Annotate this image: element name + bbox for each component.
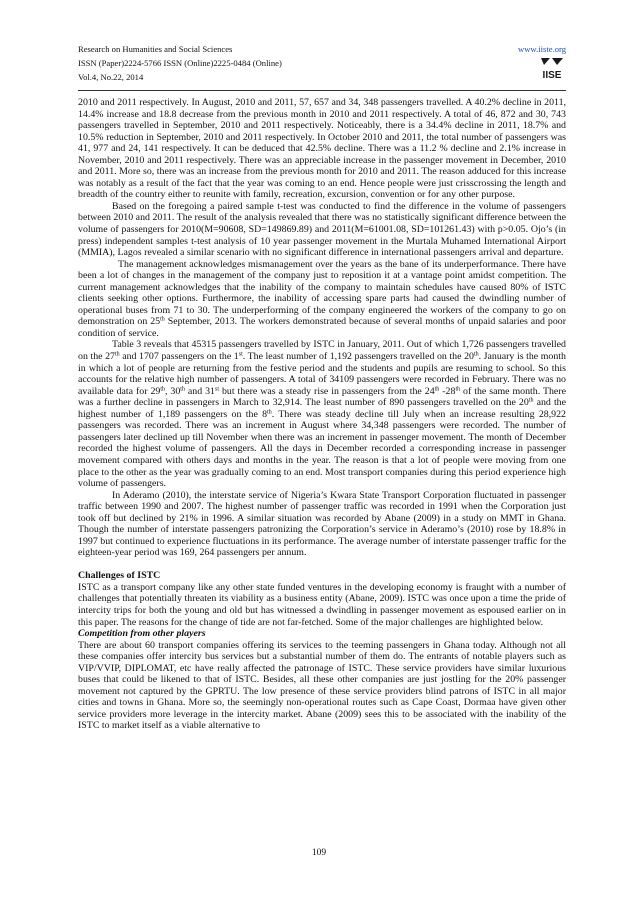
paragraph-6: ISTC as a transport company like any other state funded ventures in the developing economy is fraught with a number of challenges that potentially threaten its viability as a business entity (Abane, 2009). ISTC was once upon a time the pride of intercity trips for both the young and old but has witnessed a dwindling in passenger movement as espoused earlier on in this paper. The reasons for the change of tide are not far-fetched. Some of the major challenges are highlighted below. bbox=[78, 581, 566, 628]
text-run: , 30 bbox=[165, 385, 181, 397]
text-run: The management acknowledges mismanagement over the years as the bane of its underperformance. There have been a lot of changes in the management of the company just to reposition it at a vantage point amidst competition. The current management acknowledges that the inability of the company to maintain schedules have caused 80% of ISTC clients seeking other options. Furthermore, the inability of accessing spare parts had caused the dwindling number of operational buses from 71 to 30. The underperforming of the company engineered the workers of the company to go on demonstration on 25 bbox=[78, 258, 566, 328]
text-run: . There was steady decline till July when an increase resulting 28,922 passengers was recorded. There was an increment in August where 34,348 passengers were recorded. The number of passengers later declined up till November when there was an increment in passenger movement. The month of December recorded the highest volume of passengers. All the days in December recorded a corresponding increase in passenger movement compared with others days and months in the year. The reason is that a lot of people were moving from one place to the other as the year was gradually coming to an end. Most transport companies during this period experience high volume of passengers. bbox=[78, 408, 566, 490]
text-run: and 1707 passengers on the 1 bbox=[119, 351, 239, 363]
logo-text: IISE bbox=[542, 70, 562, 81]
paragraph-2: Based on the foregoing a paired sample t-test was conducted to find the difference in the volume of passengers between 2010 and 2011. The result of the analysis revealed that there was no statistically significant difference between the volume of passengers for 2010(M=90608, SD=149869.89) and 2011(M=61001.08, SD=101261.43) with p>0.05. Ojo’s (in press) independent samples t-test analysis of 10 year passenger movement in the Murtala Muhamed International Airport (MMIA), Lagos revealed a similar scenario with no significant difference in international passengers arrival and departure. bbox=[78, 200, 566, 259]
text-run: but there was a steady rise in passengers from the 24 bbox=[219, 385, 435, 397]
header-rule bbox=[78, 90, 566, 91]
text-run: -28 bbox=[439, 385, 456, 397]
superscript: th bbox=[267, 409, 272, 416]
page-header bbox=[78, 42, 566, 94]
article-body bbox=[78, 97, 566, 732]
superscript: st bbox=[215, 386, 220, 393]
volume-line: Vol.4, No.22, 2014 bbox=[78, 72, 144, 82]
superscript: th bbox=[160, 386, 165, 393]
paragraph-3 bbox=[78, 259, 566, 340]
subsection-heading: Competition from other players bbox=[78, 628, 206, 640]
superscript: th bbox=[455, 386, 461, 393]
paragraph-4 bbox=[78, 339, 566, 489]
paragraph-5: In Aderamo (2010), the interstate service of Nigeria’s Kwara State Transport Corporation fluctuated in passenger traffic between 1990 and 2007. The highest number of passenger traffic was recorded in 1991 when the Corporation just took off but declined by 21% in 1996. A similar situation was recorded by Abane (2009) in a study on MMT in Ghana. Though the number of interstate passengers patronizing the Corporation’s service in Aderamo’s (2010) rose by 18.8% in 1997 but continued to experience fluctuations in its performance. The average number of interstate passenger traffic for the eighteen-year period was 169, 264 passengers per annum. bbox=[78, 489, 566, 559]
paragraph-7: There are about 60 transport companies offering its services to the teeming passengers in Ghana today. Although not all these companies offer intercity bus services but a substantial number of them do. The entrants of notable players such as VIP/VVIP, DIPLOMAT, etc have really affected the patronage of ISTC. These service providers have similar luxurious buses that could be likened to that of ISTC. Besides, all these other companies are just jostling for the 20% passenger movement not captured by the GPRTU. The low presence of these service providers blind patrons of ISTC in all major cities and towns in Ghana. More so, the seemingly non-operational routes such as Cape Coast, Dormaa have given other service providers more leverage in the intercity market. Abane (2009) sees this to be associated with the inability of the ISTC to market itself as a viable alternative to bbox=[78, 639, 566, 732]
superscript: th bbox=[528, 397, 534, 404]
superscript: th bbox=[180, 386, 185, 393]
text-run: . January is the month in which a lot of people are returning from the festive period and the students and pupils are resuming to school. So this accounts for the relative high number of passengers. A total of 34109 passengers were recorded in February. There was no available data for 29 bbox=[78, 351, 566, 397]
superscript: th bbox=[434, 386, 440, 393]
paragraph-1: 2010 and 2011 respectively. In August, 2010 and 2011, 57, 657 and 34, 348 passengers travelled. A 40.2% decline in 2011, 14.4% increase and 18.8 decrease from the previous month in 2010 and 2011 respectively. A total of 46, 872 and 30, 743 passengers travelled in September, 2010 and 2011 respectively. Noticeably, there is a 34.4% decline in 2011, 18.7% and 10.5% reduction in September, 2010 and 2011 respectively. In October 2010 and 2011, the total number of passengers was 41, 977 and 24, 141 respectively. It can be deduced that 42.5% decline. There was a 11.2 % decline and 2.1% increase in November, 2010 and 2011 respectively. There was an appreciable increase in the passenger movement in December, 2010 and 2011. More so, there was an increase from the previous month for 2010 and 2011. The reason adduced for this increase was notably as a result of the fact that the year was coming to an end. Hence people were just crisscrossing the length and breadth of the country either to reunite with family, recreation, excursion, convention or for any other purpose. bbox=[78, 97, 566, 201]
text-run: and 31 bbox=[184, 385, 215, 397]
iiste-logo bbox=[538, 56, 566, 82]
superscript: th bbox=[473, 351, 479, 358]
section-heading: Challenges of ISTC bbox=[78, 570, 161, 582]
text-run: and the highest number of 1,189 passengers on the 8 bbox=[78, 397, 567, 420]
text-run: September, 2013. The workers demonstrated because of several months of unpaid salaries and poor condition of service. bbox=[78, 316, 567, 339]
text-run: of the same month. There was a further decline in passengers in March to 32,914. The least number of 890 passengers travelled on the 20 bbox=[78, 385, 566, 409]
page-number: 109 bbox=[311, 848, 327, 858]
journal-title: Research on Humanities and Social Sciences bbox=[78, 44, 233, 54]
journal-url[interactable]: www.iiste.org bbox=[518, 44, 566, 54]
issn-line: ISSN (Paper)2224-5766 ISSN (Online)2225-0484 (Online) bbox=[78, 58, 282, 68]
superscript: st bbox=[238, 351, 243, 358]
text-run: Table 3 reveals that 45315 passengers travelled by ISTC in January, 2011. Out of which 1,726 passengers travelled on the 27 bbox=[78, 339, 566, 363]
text-run: . The least number of 1,192 passengers travelled on the 20 bbox=[242, 351, 474, 363]
superscript: th bbox=[160, 316, 165, 323]
superscript: th bbox=[114, 351, 120, 358]
spacer bbox=[78, 559, 566, 571]
